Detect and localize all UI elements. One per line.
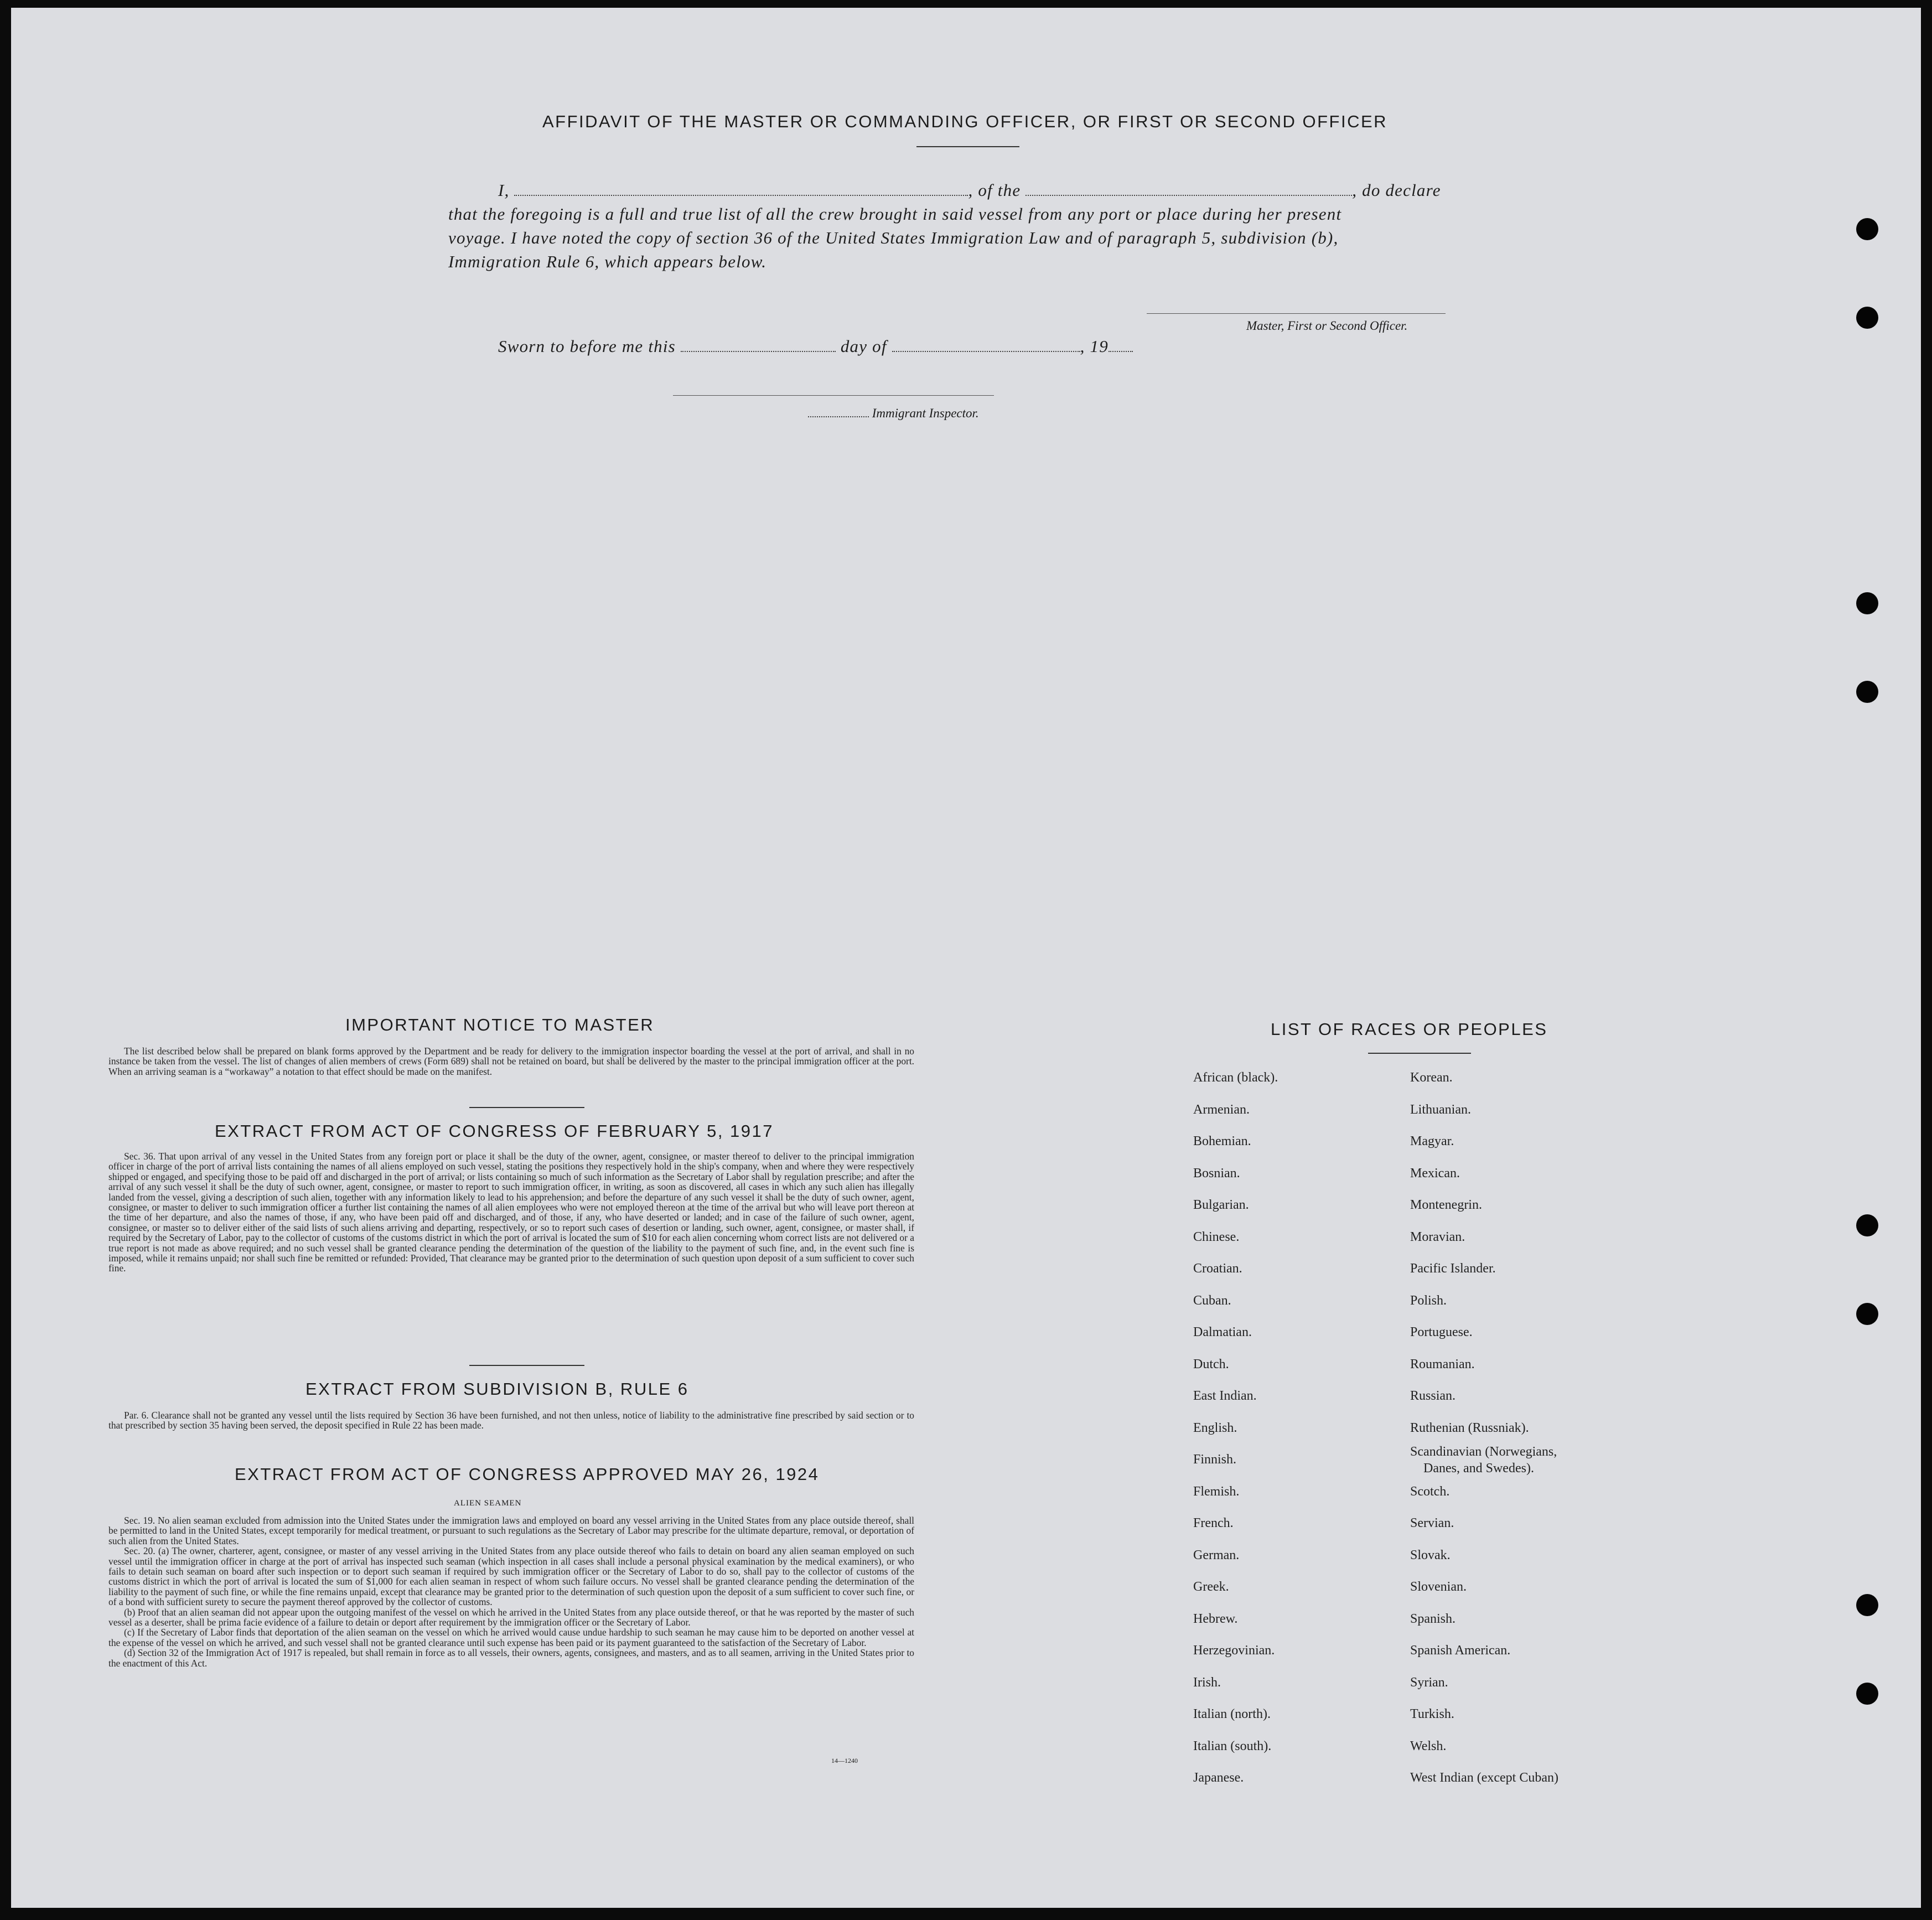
- race-item: Polish.: [1410, 1293, 1447, 1308]
- sworn-year-blank[interactable]: [1109, 350, 1133, 352]
- race-item: Italian (south).: [1193, 1738, 1272, 1753]
- par-6-paragraph: Par. 6. Clearance shall not be granted any vessel until the lists required by Section 36 have been furnished, and not then unless, notice of liability to the administrative fine prescribed by said section or to that prescribed by section 35 having been served, the deposit specified in Rule 22 has been made.: [108, 1410, 914, 1431]
- race-item: Portuguese.: [1410, 1325, 1473, 1339]
- affidavit-of-the: , of the: [968, 180, 1021, 200]
- notice-title: IMPORTANT NOTICE TO MASTER: [345, 1015, 655, 1034]
- race-item: Lithuanian.: [1410, 1102, 1471, 1117]
- sec-20a-paragraph: Sec. 20. (a) The owner, charterer, agent, consignee, or master of any vessel arriving in the United States from any place outside thereof who fails to detain on board any alien seaman employed on such vessel until the immigration officer in charge at the port of arrival has inspected such seaman (which inspection in all cases shall include a personal physical examination by the medical examiners), or who fails to detain such seaman on board after such inspection or to deport such seaman if required by such immigration officer or the Secretary of Labor to do so, shall pay to the collector of customs of the customs district in which the port of arrival is located the sum of $1,000 for each alien seaman in respect of whom such failure occurs. No vessel shall be granted clearance pending the determination of the liability to the payment of such fine, or while the fine remains unpaid, except that clearance may be granted prior to the determination of such question upon the deposit of a sum sufficient to cover such fine, or of a bond with sufficient surety to secure the payment thereof approved by the collector of customs.: [108, 1545, 914, 1608]
- sec-20c-paragraph: (c) If the Secretary of Labor finds that deportation of the alien seaman on the vessel on which he arrived would cause undue hardship to such seaman he may cause him to be deported on another vessel at the expense of the vessel on which he arrived, and such vessel shall not be granted clearance until such expense has been paid or its payment guaranteed to the satisfaction of the Secretary of Labor.: [108, 1627, 914, 1648]
- sworn-prefix: Sworn to before me this: [498, 337, 676, 356]
- extract-rule6-text: [108, 1410, 914, 1431]
- race-item: Roumanian.: [1410, 1357, 1475, 1372]
- sworn-year: , 19: [1080, 337, 1109, 356]
- master-signature-label: Master, First or Second Officer.: [1246, 319, 1408, 333]
- race-item: Bulgarian.: [1193, 1198, 1249, 1212]
- race-item: German.: [1193, 1548, 1240, 1562]
- sec-19-paragraph: Sec. 19. No alien seaman excluded from admission into the United States under the immigration laws and employed on board any vessel arriving in the United States from any place outside thereof, shall be permitted to land in the United States, except temporarily for medical treatment, or pursuant to such regulations as the Secretary of Labor may prescribe for the ultimate departure, removal, or deportation of such alien from the United States.: [108, 1515, 914, 1546]
- race-item: Welsh.: [1410, 1738, 1447, 1753]
- notice-text: [108, 1046, 914, 1077]
- race-item: Flemish.: [1193, 1484, 1240, 1499]
- race-item: Irish.: [1193, 1675, 1221, 1690]
- affidavit-line-1: [498, 180, 1441, 200]
- race-item: Bosnian.: [1193, 1166, 1240, 1181]
- punch-hole: [1856, 1303, 1878, 1325]
- race-item: French.: [1193, 1516, 1234, 1530]
- race-item: Armenian.: [1193, 1102, 1250, 1117]
- extract-1924-text: [108, 1515, 914, 1668]
- sec-20d-paragraph: (d) Section 32 of the Immigration Act of 1917 is repealed, but shall remain in force as to all vessels, their owners, agents, consignees, and masters, and as to all seamen, arriving in the United States prior to the enactment of this Act.: [108, 1647, 914, 1669]
- divider: [469, 1107, 584, 1108]
- race-item: Spanish.: [1410, 1611, 1456, 1626]
- extract-1924-title: EXTRACT FROM ACT OF CONGRESS APPROVED MAY 26, 1924: [235, 1464, 820, 1484]
- race-item: Turkish.: [1410, 1707, 1454, 1721]
- section-36-paragraph: Sec. 36. That upon arrival of any vessel in the United States from any foreign port or place it shall be the duty of the owner, agent, consignee, or master thereof to deliver to the principal immigration officer in charge of the port of arrival lists containing the names of all aliens employed on such vessel, stating the positions they respectively hold in the ship's company, when and where they were respectively shipped or engaged, and specifying those to be paid off and discharged in the port of arrival; or lists containing so much of such information as the Secretary of Labor shall by regulation prescribe; and after the arrival of any such vessel it shall be the duty of such owner, agent, consignee, or master to report to such immigration officer, in writing, as soon as discovered, all cases in which any such alien has illegally landed from the vessel, giving a description of such alien, together with any information likely to lead to his apprehension; and before the departure of any such vessel it shall be the duty of such owner, agent, consignee, or master to deliver to such immigration officer a further list containing the names of all alien employees who were not employed thereon at the time of the arrival but who will leave port thereon at the time of her departure, and also the names of those, if any, who have been paid off and discharged, and of those, if any, who have deserted or landed; and in case of the failure of such owner, agent, consignee, or master so to deliver either of the said lists of such aliens arriving and departing, respectively, or so to report such cases of desertion or landing, such owner, agent, consignee, or master shall, if required by the Secretary of Labor, pay to the collector of customs of the customs district in which the port of arrival is located the sum of $10 for each alien concerning whom correct lists are not delivered or a true report is not made as above required; and no such vessel shall be granted clearance pending the determination of the question of the liability to the payment of such fine, and, in the event such fine is imposed, while it remains unpaid; nor shall such fine be remitted or refunded: Provided, That clearance may be granted prior to the determination of such question upon deposit of a sum sufficient to cover such fine.: [108, 1151, 914, 1274]
- extract-1917-title: EXTRACT FROM ACT OF CONGRESS OF FEBRUARY 5, 1917: [215, 1121, 774, 1141]
- race-item: African (black).: [1193, 1070, 1278, 1085]
- affidavit-line-2: that the foregoing is a full and true list of all the crew brought in said vessel from any port or place during her present: [448, 204, 1342, 224]
- race-item: Herzegovinian.: [1193, 1643, 1275, 1658]
- race-item: Moravian.: [1410, 1229, 1465, 1244]
- race-item: Pacific Islander.: [1410, 1261, 1496, 1276]
- document-page: [11, 8, 1921, 1908]
- inspector-signature-line[interactable]: [673, 395, 994, 396]
- race-item: Japanese.: [1193, 1771, 1244, 1785]
- race-item: Mexican.: [1410, 1166, 1460, 1181]
- race-item: Slovak.: [1410, 1548, 1451, 1562]
- race-item: Slovenian.: [1410, 1580, 1467, 1594]
- sworn-month-blank[interactable]: [892, 350, 1080, 352]
- race-item: Hebrew.: [1193, 1611, 1238, 1626]
- punch-hole: [1856, 592, 1878, 614]
- race-item: Russian.: [1410, 1389, 1456, 1403]
- punch-hole: [1856, 1214, 1878, 1236]
- race-item: Syrian.: [1410, 1675, 1448, 1690]
- sworn-day-of: day of: [840, 337, 887, 356]
- race-item: Cuban.: [1193, 1293, 1231, 1308]
- race-item: Dutch.: [1193, 1357, 1229, 1372]
- vessel-blank[interactable]: [1025, 194, 1352, 196]
- inspector-signature-area: [808, 406, 979, 421]
- race-item: Korean.: [1410, 1070, 1453, 1085]
- affidavit-declare: , do declare: [1352, 180, 1441, 200]
- race-item: Bohemian.: [1193, 1134, 1251, 1148]
- race-item: Scandinavian (Norwegians,: [1410, 1445, 1557, 1459]
- punch-hole: [1856, 1594, 1878, 1616]
- alien-seamen-subtitle: ALIEN SEAMEN: [454, 1499, 522, 1508]
- race-item: English.: [1193, 1420, 1237, 1435]
- race-item: Spanish American.: [1410, 1643, 1511, 1658]
- divider: [916, 146, 1019, 147]
- punch-hole: [1856, 307, 1878, 329]
- race-item: Servian.: [1410, 1516, 1454, 1530]
- race-item-continuation: Danes, and Swedes).: [1423, 1461, 1534, 1476]
- name-blank[interactable]: [514, 194, 968, 196]
- inspector-blank[interactable]: [808, 416, 869, 417]
- extract-1917-text: [108, 1151, 914, 1274]
- race-item: Greek.: [1193, 1580, 1229, 1594]
- race-item: East Indian.: [1193, 1389, 1257, 1403]
- race-item: Scotch.: [1410, 1484, 1450, 1499]
- sec-20b-paragraph: (b) Proof that an alien seaman did not appear upon the outgoing manifest of the vessel on which he arrived in the United States from any place outside thereof, or that he was reported by the master of such vessel as a deserter, shall be prima facie evidence of a failure to detain or deport after requirement by the immigration officer or the Secretary of Labor.: [108, 1606, 914, 1628]
- race-item: Montenegrin.: [1410, 1198, 1482, 1212]
- race-item: Magyar.: [1410, 1134, 1454, 1148]
- affidavit-i: I,: [498, 180, 510, 200]
- race-item: West Indian (except Cuban): [1410, 1771, 1558, 1785]
- punch-hole: [1856, 1683, 1878, 1705]
- sworn-day-blank[interactable]: [681, 350, 836, 352]
- race-item: Finnish.: [1193, 1452, 1237, 1467]
- master-signature-line[interactable]: [1147, 313, 1446, 314]
- form-number: 14—1240: [831, 1757, 858, 1764]
- notice-paragraph: The list described below shall be prepared on blank forms approved by the Department and be ready for delivery to the immigration inspector boarding the vessel at the port of arrival, and shall in no instance be taken from the vessel. The list of changes of alien members of crews (Form 689) shall not be retained on board, but shall be delivered by the master to the principal immigration officer at the port. When an arriving seaman is a “workaway” a notation to that effect should be made on the manifest.: [108, 1046, 914, 1077]
- affidavit-line-3: voyage. I have noted the copy of section 36 of the United States Immigration Law and of paragraph 5, subdivision (b),: [448, 228, 1339, 247]
- race-item: Chinese.: [1193, 1229, 1240, 1244]
- divider: [469, 1365, 584, 1366]
- affidavit-title: AFFIDAVIT OF THE MASTER OR COMMANDING OFFICER, OR FIRST OR SECOND OFFICER: [542, 112, 1388, 131]
- punch-hole: [1856, 681, 1878, 703]
- affidavit-line-4: Immigration Rule 6, which appears below.: [448, 252, 767, 271]
- race-item: Croatian.: [1193, 1261, 1242, 1276]
- race-item: Italian (north).: [1193, 1707, 1271, 1721]
- extract-rule6-title: EXTRACT FROM SUBDIVISION B, RULE 6: [305, 1379, 689, 1399]
- races-title: LIST OF RACES OR PEOPLES: [1271, 1019, 1548, 1039]
- sworn-line: [498, 337, 1133, 356]
- punch-hole: [1856, 218, 1878, 240]
- race-item: Dalmatian.: [1193, 1325, 1252, 1339]
- race-item: Ruthenian (Russniak).: [1410, 1420, 1529, 1435]
- inspector-signature-label: Immigrant Inspector.: [872, 406, 979, 420]
- divider: [1368, 1053, 1471, 1054]
